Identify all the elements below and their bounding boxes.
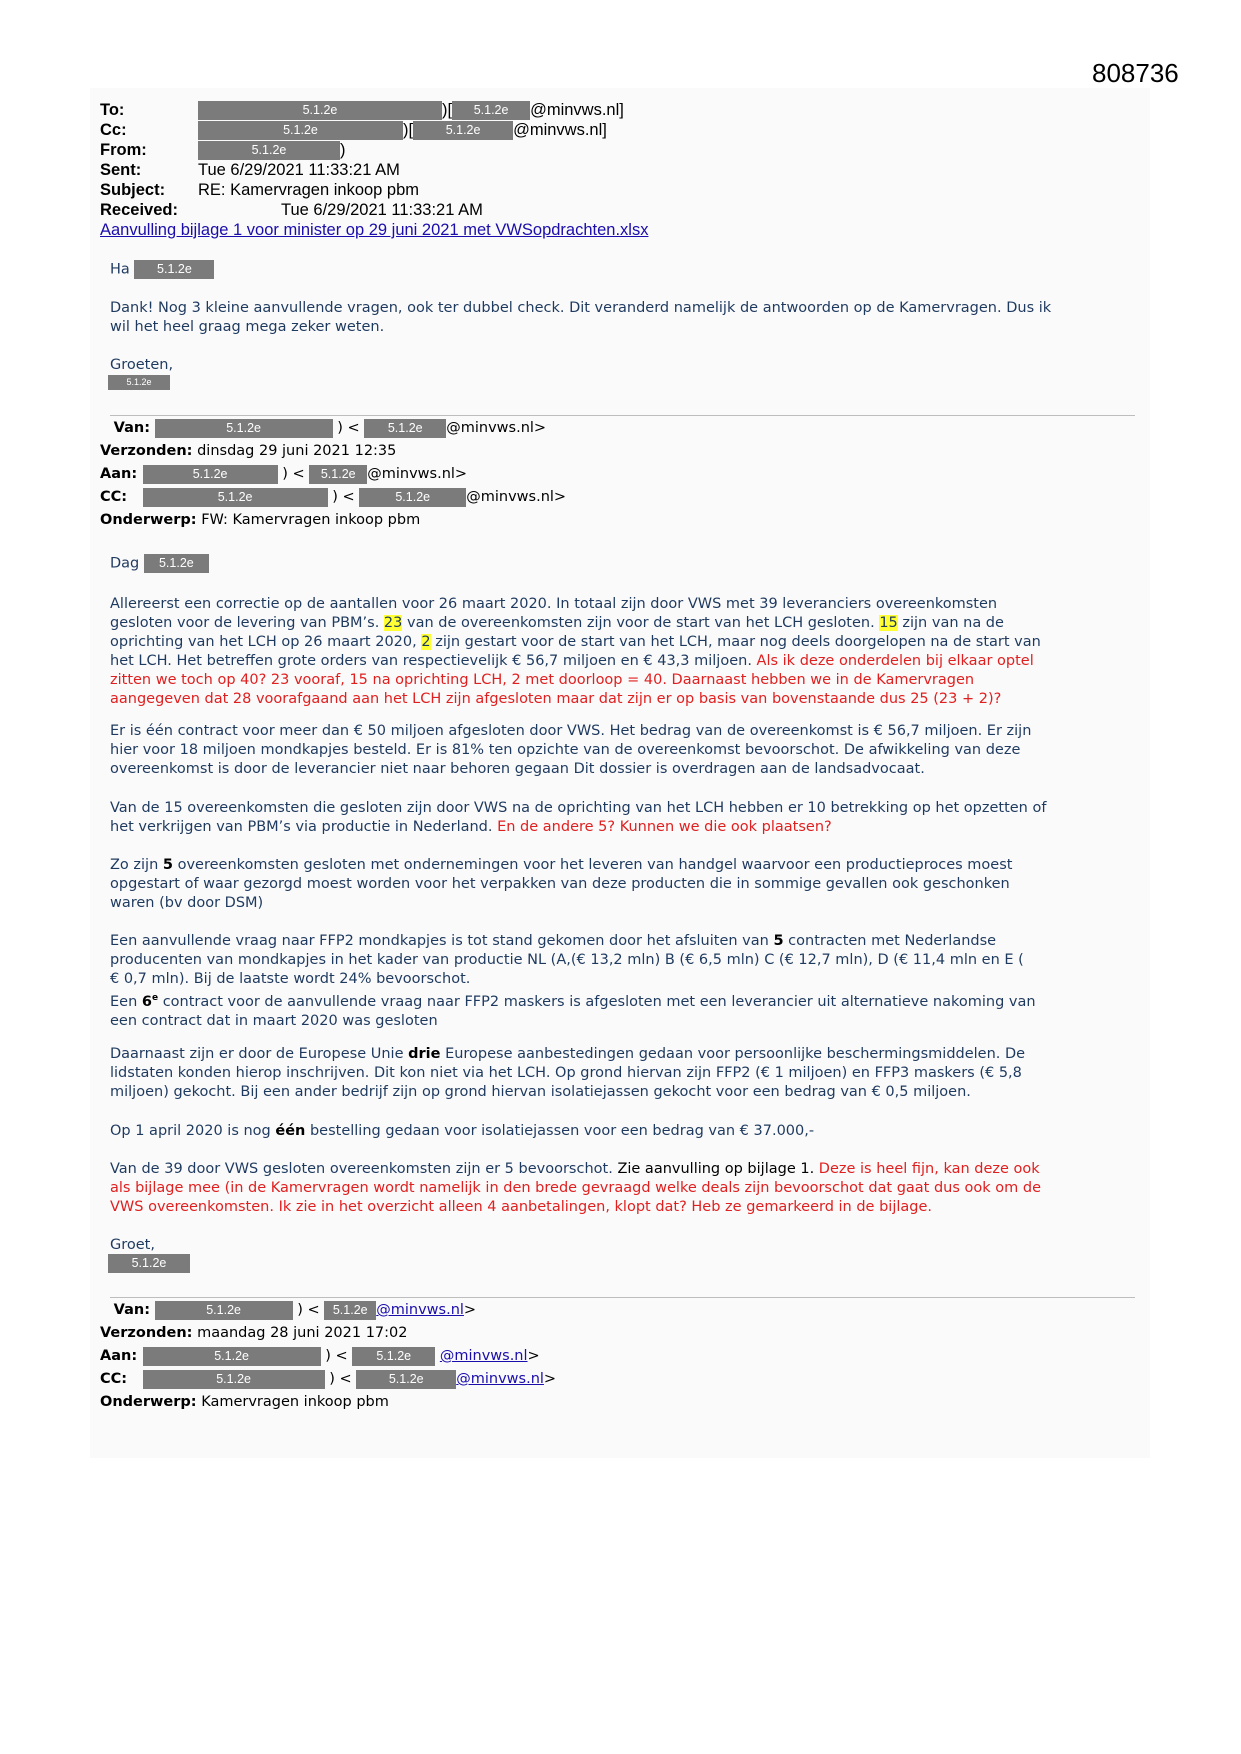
email-link[interactable]: @minvws.nl	[439, 1348, 528, 1364]
msg2-greeting: Dag 5.1.2e	[110, 554, 1140, 574]
doc-number: 808736	[1092, 58, 1179, 88]
msg2-paragraph-6: Daarnaast zijn er door de Europese Unie drie Europese aanbestedingen gedaan voor persoonlijke beschermingsmiddelen. De lidstaten konden hierop inschrijven. Dit kon niet via het LCH. Op grond hiervan zijn FFP2 (€ 1 miljoen) en FFP3 maskers (€ 5,8 miljoen) gekocht. Bij een ander bedrijf zijn op grond hiervan isolatiejassen gekocht voor een bedrag van € 0,5 miljoen.	[110, 1046, 1026, 1100]
message-separator	[110, 415, 1135, 416]
header-sent: Sent: Tue 6/29/2021 11:33:21 AM	[100, 161, 400, 179]
redaction-box: 5.1.2e	[108, 1254, 190, 1273]
msg1-closing: Groeten,	[110, 357, 174, 373]
msg3-header-aan: Aan: 5.1.2e ) < 5.1.2e @minvws.nl>	[100, 1348, 540, 1364]
header-to: To: 5.1.2e )[ 5.1.2e @minvws.nl]	[100, 101, 624, 119]
msg1-greeting: Ha 5.1.2e	[110, 260, 1140, 280]
redaction-box: 5.1.2e	[452, 101, 530, 120]
msg3-header-van: Van: 5.1.2e ) < 5.1.2e @minvws.nl>	[113, 1302, 477, 1318]
msg2-closing: Groet,	[110, 1237, 155, 1253]
redaction-box: 5.1.2e	[309, 465, 367, 484]
msg2-header-van: Van: 5.1.2e ) < 5.1.2e @minvws.nl>	[113, 420, 547, 436]
redaction-box: 5.1.2e	[198, 121, 403, 140]
msg2-paragraph-5: Een aanvullende vraag naar FFP2 mondkapjes is tot stand gekomen door het afsluiten van 5 contracten met Nederlandse producenten van mondkapjes in het kader van productie NL (A,(€ 13,2 mln) B (€ 6,5 mln) C (€ 12,7 mln), D (€ 11,4 mln en E ( € 0,7 mln). Bij de laatste wordt 24% bevoorschot. Een 6e contract voor de aanvullende vraag naar FFP2 maskers is afgesloten met een leverancier uit alternatieve nakoming van een contract dat in maart 2020 was gesloten	[110, 933, 1036, 1029]
msg2-header-verzonden: Verzonden: dinsdag 29 juni 2021 12:35	[100, 443, 397, 459]
email-link[interactable]: @minvws.nl	[376, 1302, 464, 1318]
redaction-box: 5.1.2e	[155, 419, 333, 438]
msg3-header-verzonden: Verzonden: maandag 28 juni 2021 17:02	[100, 1325, 408, 1341]
msg2-paragraph-1: Allereerst een correctie op de aantallen voor 26 maart 2020. In totaal zijn door VWS met 39 leveranciers overeenkomsten gesloten voor de levering van PBM’s. 23 van de overeenkomsten zijn voor de start van het LCH gesloten. 15 zijn van na de oprichting van het LCH op 26 maart 2020, 2 zijn gestart voor de start van het LCH, maar nog deels doorgelopen na de start van het LCH. Het betreffen grote orders van respectievelijk € 56,7 miljoen en € 43,3 miljoen. Als ik deze onderdelen bij elkaar optel zitten we toch op 40? 23 vooraf, 15 na oprichting LCH, 2 met doorloop = 40. Daarnaast hebben we in de Kamervragen aangegeven dat 28 voorafgaand aan het LCH zijn afgesloten maar dat zijn er op basis van bovenstaande dus 25 (23 + 2)?	[110, 596, 1041, 707]
msg2-paragraph-4: Zo zijn 5 overeenkomsten gesloten met ondernemingen voor het leveren van handgel waarvoor een productieproces moest opgestart of waar gezorgd moest worden voor het verpakken van deze producten die in sommige gevallen ook geschonken waren (bv door DSM)	[110, 857, 1013, 911]
msg2-signature	[108, 1254, 190, 1273]
msg2-header-cc: CC: 5.1.2e ) < 5.1.2e @minvws.nl>	[100, 489, 567, 505]
msg2-paragraph-2: Er is één contract voor meer dan € 50 miljoen afgesloten door VWS. Het bedrag van de overeenkomst is € 56,7 miljoen. Er zijn hier voor 18 miljoen mondkapjes besteld. Er is 81% ten opzichte van de overeenkomst bevoorschot. De afwikkeling van deze overeenkomst is door de leverancier niet naar behoren gegaan Dit dossier is overdragen aan de landsadvocaat.	[110, 723, 1032, 777]
msg3-header-cc: CC: 5.1.2e ) < 5.1.2e @minvws.nl>	[100, 1371, 557, 1387]
redaction-box: 5.1.2e	[413, 121, 513, 140]
redaction-box: 5.1.2e	[356, 1370, 456, 1389]
highlight: 15	[879, 615, 898, 631]
highlight: 2	[421, 634, 431, 650]
redaction-box: 5.1.2e	[143, 488, 328, 507]
redaction-box: 5.1.2e	[155, 1301, 293, 1320]
msg3-header-onderwerp: Onderwerp: Kamervragen inkoop pbm	[100, 1394, 389, 1410]
header-from: From: 5.1.2e )	[100, 141, 346, 159]
msg2-header-onderwerp: Onderwerp: FW: Kamervragen inkoop pbm	[100, 512, 421, 528]
redaction-box: 5.1.2e	[352, 1347, 435, 1366]
email-link[interactable]: @minvws.nl	[456, 1371, 544, 1387]
redaction-box: 5.1.2e	[198, 141, 340, 160]
msg2-header-aan: Aan: 5.1.2e ) < 5.1.2e @minvws.nl>	[100, 466, 468, 482]
msg1-body: Dank! Nog 3 kleine aanvullende vragen, ook ter dubbel check. Dit veranderd namelijk de antwoorden op de Kamervragen. Dus ik wil het heel graag mega zeker weten.	[110, 300, 1052, 335]
redaction-box: 5.1.2e	[143, 1370, 325, 1389]
redaction-box: 5.1.2e	[144, 554, 209, 573]
header-received: Received: Tue 6/29/2021 11:33:21 AM	[100, 201, 483, 219]
attachment-link[interactable]: Aanvulling bijlage 1 voor minister op 29 juni 2021 met VWSopdrachten.xlsx	[100, 221, 649, 239]
msg2-paragraph-3: Van de 15 overeenkomsten die gesloten zijn door VWS na de oprichting van het LCH hebben er 10 betrekking op het opzetten of het verkrijgen van PBM’s via productie in Nederland. En de andere 5? Kunnen we die ook plaatsen?	[110, 800, 1047, 835]
header-cc: Cc: 5.1.2e )[ 5.1.2e @minvws.nl]	[100, 121, 607, 139]
header-subject: Subject: RE: Kamervragen inkoop pbm	[100, 181, 420, 199]
redaction-box: 5.1.2e	[134, 260, 214, 279]
message-separator	[110, 1297, 1135, 1298]
redaction-box: 5.1.2e	[364, 419, 446, 438]
redaction-box: 5.1.2e	[324, 1301, 376, 1320]
redaction-box: 5.1.2e	[143, 465, 278, 484]
redaction-box: 5.1.2e	[143, 1347, 321, 1366]
highlight: 23	[383, 615, 403, 631]
redaction-box: 5.1.2e	[359, 488, 466, 507]
redaction-box: 5.1.2e	[198, 101, 442, 120]
redaction-box: 5.1.2e	[108, 375, 170, 390]
msg2-paragraph-7: Op 1 april 2020 is nog één bestelling gedaan voor isolatiejassen voor een bedrag van € 37.000,-	[110, 1123, 815, 1139]
msg1-signature	[108, 374, 170, 392]
msg2-paragraph-8: Van de 39 door VWS gesloten overeenkomsten zijn er 5 bevoorschot. Zie aanvulling op bijlage 1. Deze is heel fijn, kan deze ook als bijlage mee (in de Kamervragen wordt namelijk in den brede gevraagd welke deals zijn bevoorschot dat gaat dus ook om de VWS overeenkomsten. Ik zie in het overzicht alleen 4 aanbetalingen, klopt dat? Heb ze gemarkeerd in de bijlage.	[110, 1161, 1042, 1215]
